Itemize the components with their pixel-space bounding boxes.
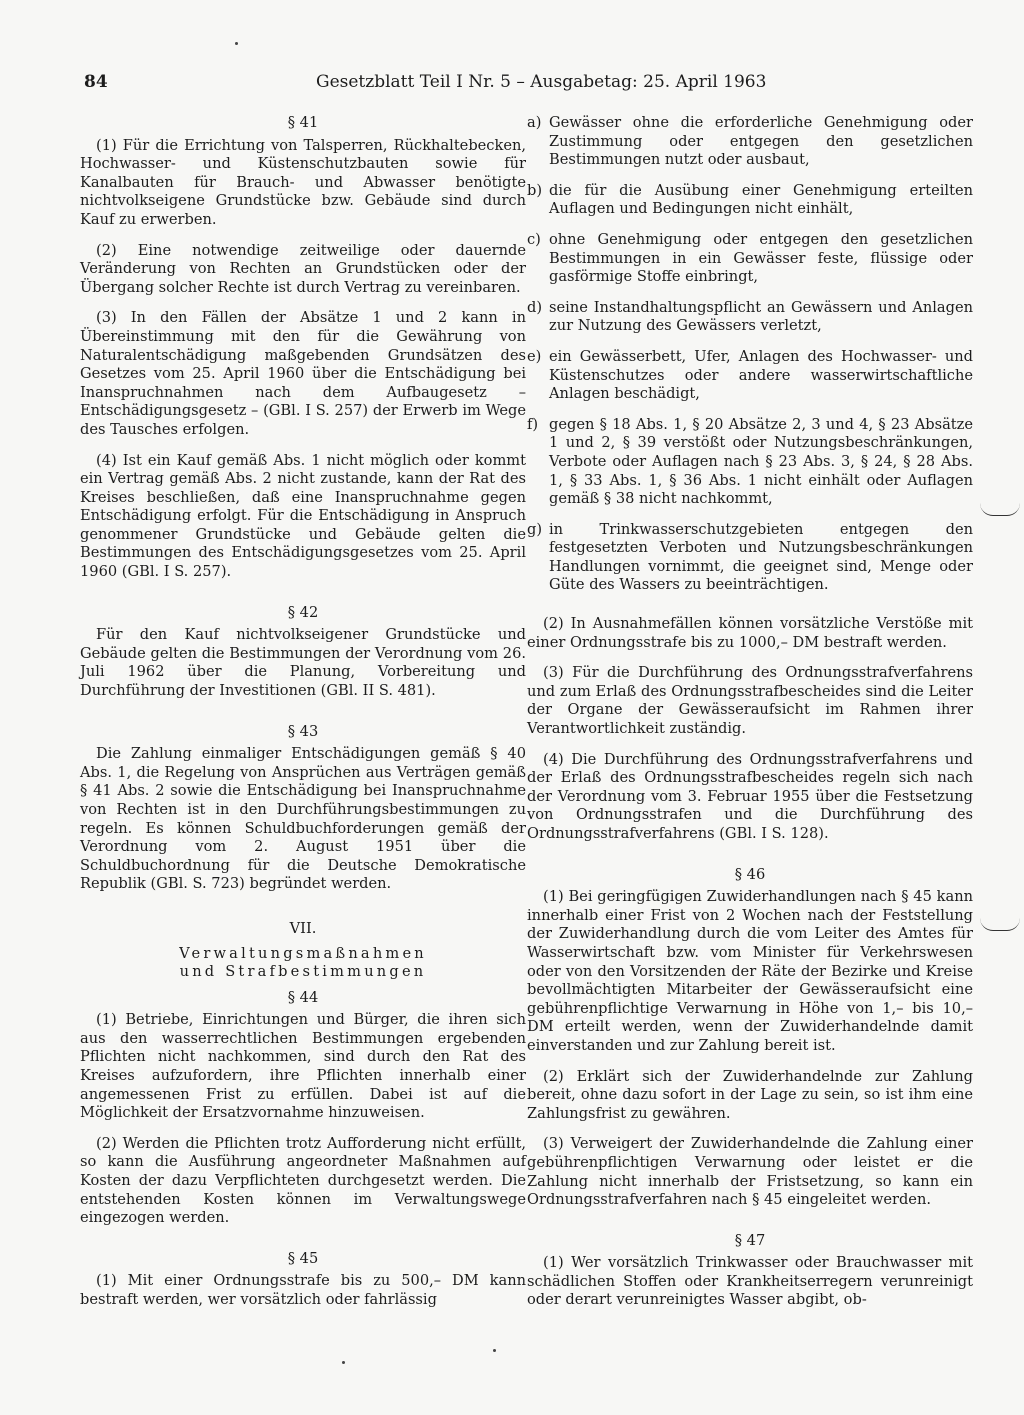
paragraph: (1) Mit einer Ordnungsstrafe bis zu 500,– DM kann bestraft werden, wer vorsätzlich oder fahrlässig	[80, 1272, 526, 1308]
right-column	[527, 114, 973, 1322]
section-43-title: § 43	[287, 722, 319, 740]
list-item	[527, 182, 973, 219]
paragraph: (1) Für die Errichtung von Talsperren, Rückhaltebecken, Hochwasser- und Küstenschutzbauten sowie für Kanalbauten für Brauch- und Abwasser benötigte nichtvolkseigene Grundstücke bzw. Gebäude sind durch Kauf zu erwerben.	[80, 136, 526, 228]
paragraph: (1) Wer vorsätzlich Trinkwasser oder Brauchwasser mit schädlichen Stoffen oder Krankheitserregern verunreinigt oder derart verunreinigtes Wasser abgibt, ob-	[527, 1254, 973, 1309]
gazette-title: Gesetzblatt Teil I Nr. 5 – Ausgabetag: 25. April 1963	[316, 72, 767, 92]
item-label: c)	[527, 230, 541, 248]
item-label: d)	[527, 298, 543, 316]
item-label: e)	[527, 347, 542, 365]
scan-speck	[342, 1361, 345, 1364]
section-44-title: § 44	[287, 988, 319, 1006]
paragraph: (4) Ist ein Kauf gemäß Abs. 1 nicht möglich oder kommt ein Vertrag gemäß Abs. 2 nicht zustande, kann der Rat des Kreises beschließen, daß eine Inanspruchnahme gegen Entschädigung erfolgt. Für die Entschädigung in Anspruch genommener Grundstücke und Gebäude gelten die Bestimmungen des Entschädigungsgesetzes vom 25. April 1960 (GBl. I S. 257).	[80, 451, 526, 581]
section-41-title: § 41	[287, 114, 319, 131]
chapter-title-line-2: und Strafbestimmungen	[179, 962, 427, 980]
paragraph: (2) Eine notwendige zeitweilige oder dauernde Veränderung von Rechten an Grundstücken oder der Übergang solcher Rechte ist durch Vertrag zu vereinbaren.	[80, 241, 526, 296]
item-label: a)	[527, 114, 542, 131]
item-label: f)	[527, 415, 539, 433]
item-text: ein Gewässerbett, Ufer, Anlagen des Hochwasser- und Küstenschutzes oder andere wasserwirtschaftliche Anlagen beschädigt,	[549, 347, 973, 403]
paragraph: (1) Bei geringfügigen Zuwiderhandlungen nach § 45 kann innerhalb einer Frist von 2 Wochen nach der Feststellung der Zuwiderhandlung durch die vom Leiter des Amtes für Wasserwirtschaft bzw. vom Minister für Verkehrswesen oder von den Vorsitzenden der Räte der Bezirke und Kreise bevollmächtigten Mitarbeiter der Gewässeraufsicht eine gebührenpflichtige Verwarnung in Höhe von 1,– bis 10,– DM erteilt werden, wenn der Zuwiderhandelnde damit einverstanden und zur Zahlung bereit ist.	[527, 888, 973, 1054]
section-46-title: § 46	[734, 865, 766, 883]
paragraph: (3) Verweigert der Zuwiderhandelnde die Zahlung einer gebührenpflichtigen Verwarnung oder leistet er die Zahlung nicht innerhalb der Fristsetzung, so kann ein Ordnungsstrafverfahren nach § 45 eingeleitet werden.	[527, 1135, 973, 1209]
item-text: ohne Genehmigung oder entgegen den gesetzlichen Bestimmungen in ein Gewässer feste, flüssige oder gasförmige Stoffe einbringt,	[549, 230, 973, 286]
paragraph: (4) Die Durchführung des Ordnungsstrafverfahrens und der Erlaß des Ordnungsstrafbescheides regeln sich nach der Verordnung vom 3. Februar 1955 über die Festsetzung von Ordnungsstrafen und die Durchführung des Ordnungsstrafverfahrens (GBl. I S. 128).	[527, 750, 973, 842]
item-text: seine Instandhaltungspflicht an Gewässern und Anlagen zur Nutzung des Gewässers verletzt,	[549, 298, 973, 335]
paragraph: (2) Erklärt sich der Zuwiderhandelnde zur Zahlung bereit, ohne dazu sofort in der Lage zu sein, so ist ihm eine Zahlungsfrist zu gewähren.	[527, 1067, 973, 1122]
chapter-title-line-1: Verwaltungsmaßnahmen	[179, 944, 427, 962]
list-item	[527, 299, 973, 336]
item-label: g)	[527, 520, 543, 538]
paragraph: (1) Betriebe, Einrichtungen und Bürger, die ihren sich aus den wasserrechtlichen Bestimmungen ergebenden Pflichten nicht nachkommen, sind durch den Rat des Kreises aufzufordern, ihre Pflichten innerhalb einer angemessenen Frist zu erfüllen. Dabei ist auf die Möglichkeit der Ersatzvornahme hinzuweisen.	[80, 1011, 526, 1122]
paragraph: Für den Kauf nichtvolkseigener Grundstücke und Gebäude gelten die Bestimmungen der Verordnung vom 26. Juli 1962 über die Planung, Vorbereitung und Durchführung der Investitionen (GBl. II S. 481).	[80, 626, 526, 700]
section-47-title: § 47	[734, 1231, 766, 1249]
list-item	[527, 231, 973, 287]
item-label: b)	[527, 181, 543, 199]
paragraph: Die Zahlung einmaliger Entschädigungen gemäß § 40 Abs. 1, die Regelung von Ansprüchen aus Verträgen gemäß § 41 Abs. 2 sowie die Entschädigung bei Inanspruchnahme von Rechten ist in den Durchführungsbestimmungen zu regeln. Es können Schuldbuchforderungen gemäß der Verordnung vom 2. August 1951 über die Schuldbuchordnung für die Deutsche Demokratische Republik (GBl. S. 723) begründet werden.	[80, 745, 526, 893]
item-text: Gewässer ohne die erforderliche Genehmigung oder Zustimmung oder entgegen den gesetzlichen Bestimmungen nutzt oder ausbaut,	[549, 114, 973, 169]
item-text: die für die Ausübung einer Genehmigung erteilten Auflagen und Bedingungen nicht einhält,	[549, 181, 973, 218]
paragraph: (2) In Ausnahmefällen können vorsätzliche Verstöße mit einer Ordnungsstrafe bis zu 1000,– DM bestraft werden.	[527, 615, 973, 651]
chapter-number: VII.	[289, 919, 317, 937]
item-text: in Trinkwasserschutzgebieten entgegen den festgesetzten Verboten und Nutzungsbeschränkungen Handlungen vornimmt, die geeignet sind, Menge oder Güte des Wassers zu beeinträchtigen.	[549, 520, 973, 594]
section-42-title: § 42	[287, 603, 319, 621]
item-text: gegen § 18 Abs. 1, § 20 Absätze 2, 3 und 4, § 23 Absätze 1 und 2, § 39 verstößt oder Nutzungsbeschränkungen, Verbote oder Auflagen nach § 23 Abs. 3, § 24, § 28 Abs. 1, § 33 Abs. 1, § 36 Abs. 1 nicht einhält oder Auflagen gemäß § 38 nicht nachkommt,	[549, 415, 973, 508]
page-header	[84, 72, 964, 98]
paragraph: (3) In den Fällen der Absätze 1 und 2 kann in Übereinstimmung mit den für die Gewährung von Naturalentschädigung maßgebenden Grundsätzen des Gesetzes vom 25. April 1960 über die Entschädigung bei Inanspruchnahmen nach dem Aufbaugesetz – Entschädigungsgesetz – (GBl. I S. 257) der Erwerb im Wege des Tausches erfolgen.	[80, 309, 526, 438]
scan-speck	[235, 42, 238, 45]
paragraph: (2) Werden die Pflichten trotz Aufforderung nicht erfüllt, so kann die Ausführung angeordneter Maßnahmen auf Kosten der dazu Verpflichteten durchgesetzt werden. Die entstehenden Kosten können im Verwaltungswege eingezogen werden.	[80, 1134, 526, 1227]
paragraph: (3) Für die Durchführung des Ordnungsstrafverfahrens und zum Erlaß des Ordnungsstrafbescheides sind die Leiter der Organe der Gewässeraufsicht im Rahmen ihrer Verantwortlichkeit zuständig.	[527, 664, 973, 738]
list-item	[527, 521, 973, 595]
list-item	[527, 416, 973, 509]
left-column	[80, 114, 526, 1321]
section-45-title: § 45	[287, 1249, 319, 1267]
margin-binding-mark	[980, 918, 1020, 931]
page-number: 84	[84, 72, 108, 92]
margin-binding-mark	[980, 503, 1020, 516]
list-item	[527, 348, 973, 404]
list-item	[527, 114, 973, 170]
scan-speck	[493, 1349, 496, 1352]
